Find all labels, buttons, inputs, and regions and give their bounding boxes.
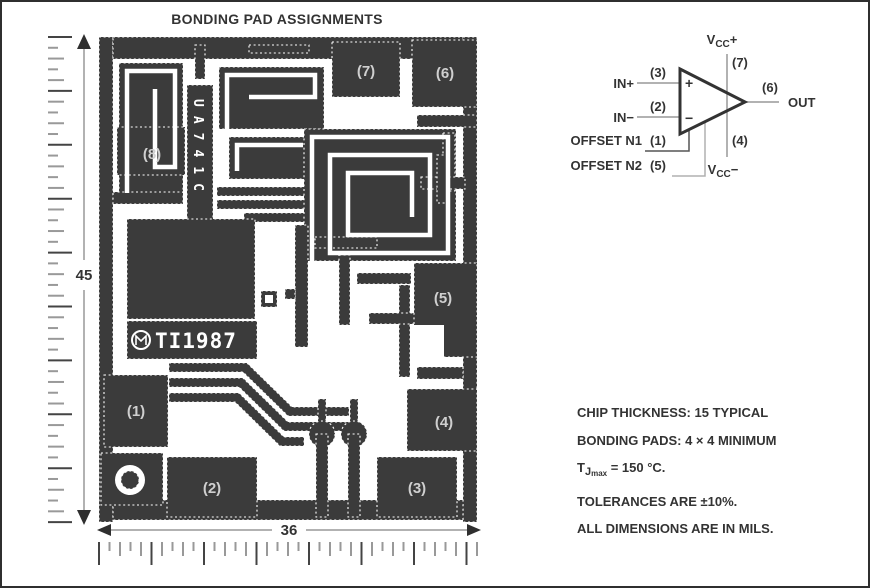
die-pad-5-label: (5) [433,290,453,307]
die-pad-2-label: (2) [202,480,222,497]
vcc-minus-label: $V_{CC}-$ [707,162,739,180]
left-ruler-ticks [48,37,72,522]
die-part-marking: UA741C [190,99,205,200]
die-pad-6-label: (6) [435,65,455,82]
pin-4-label: (4) [732,133,748,148]
die-pad-4-label: (4) [434,414,454,431]
pin-1-label: (1) [650,133,666,148]
pin-6-label: (6) [762,80,778,95]
die-pad-8-label: (8) [142,146,162,163]
notes-block [577,399,867,543]
out-label: OUT [788,95,816,110]
die-marking: TI1987 [155,329,237,353]
pin-7-label: (7) [732,55,748,70]
in-minus-label: IN− [613,110,634,125]
in-plus-label: IN+ [613,76,634,91]
die-pad-1-label: (1) [126,403,146,420]
page-title: BONDING PAD ASSIGNMENTS [171,11,383,27]
dimension-arrow-right-icon [467,524,481,536]
opamp-minus-input-sign: − [685,110,694,126]
bottom-ruler-ticks [99,542,477,565]
pin-2-label: (2) [650,99,666,114]
note-tjmax: $T_{Jmax} = 150$ °C. [577,460,666,479]
die-layout [99,37,477,522]
die-height-label: 45 [75,267,93,284]
opamp-plus-input-sign: + [685,75,694,91]
bottom-ruler [94,522,486,570]
note-bonding-pads: BONDING PADS: 4 × 4 MINIMUM [577,432,777,448]
note-dimensions: ALL DIMENSIONS ARE IN MILS. [577,521,774,537]
dimension-arrow-up-icon [77,34,91,49]
pin-5-label: (5) [650,158,666,173]
dimension-arrow-down-icon [77,510,91,525]
opamp-symbol [542,22,870,207]
pin-3-label: (3) [650,65,666,80]
note-tolerances: TOLERANCES ARE ±10%. [577,493,738,509]
offset-n1-label: OFFSET N1 [570,133,642,148]
left-ruler [46,32,102,532]
note-chip-thickness: CHIP THICKNESS: 15 TYPICAL [577,405,769,420]
offset-n2-label: OFFSET N2 [570,158,642,173]
die-width-label: 36 [280,522,298,539]
die-pattern [99,37,477,522]
dimension-arrow-left-icon [97,524,111,536]
die-pad-7-label: (7) [356,63,376,80]
die-pad-3-label: (3) [407,480,427,497]
vcc-plus-label: $V_{CC}+$ [706,32,738,50]
